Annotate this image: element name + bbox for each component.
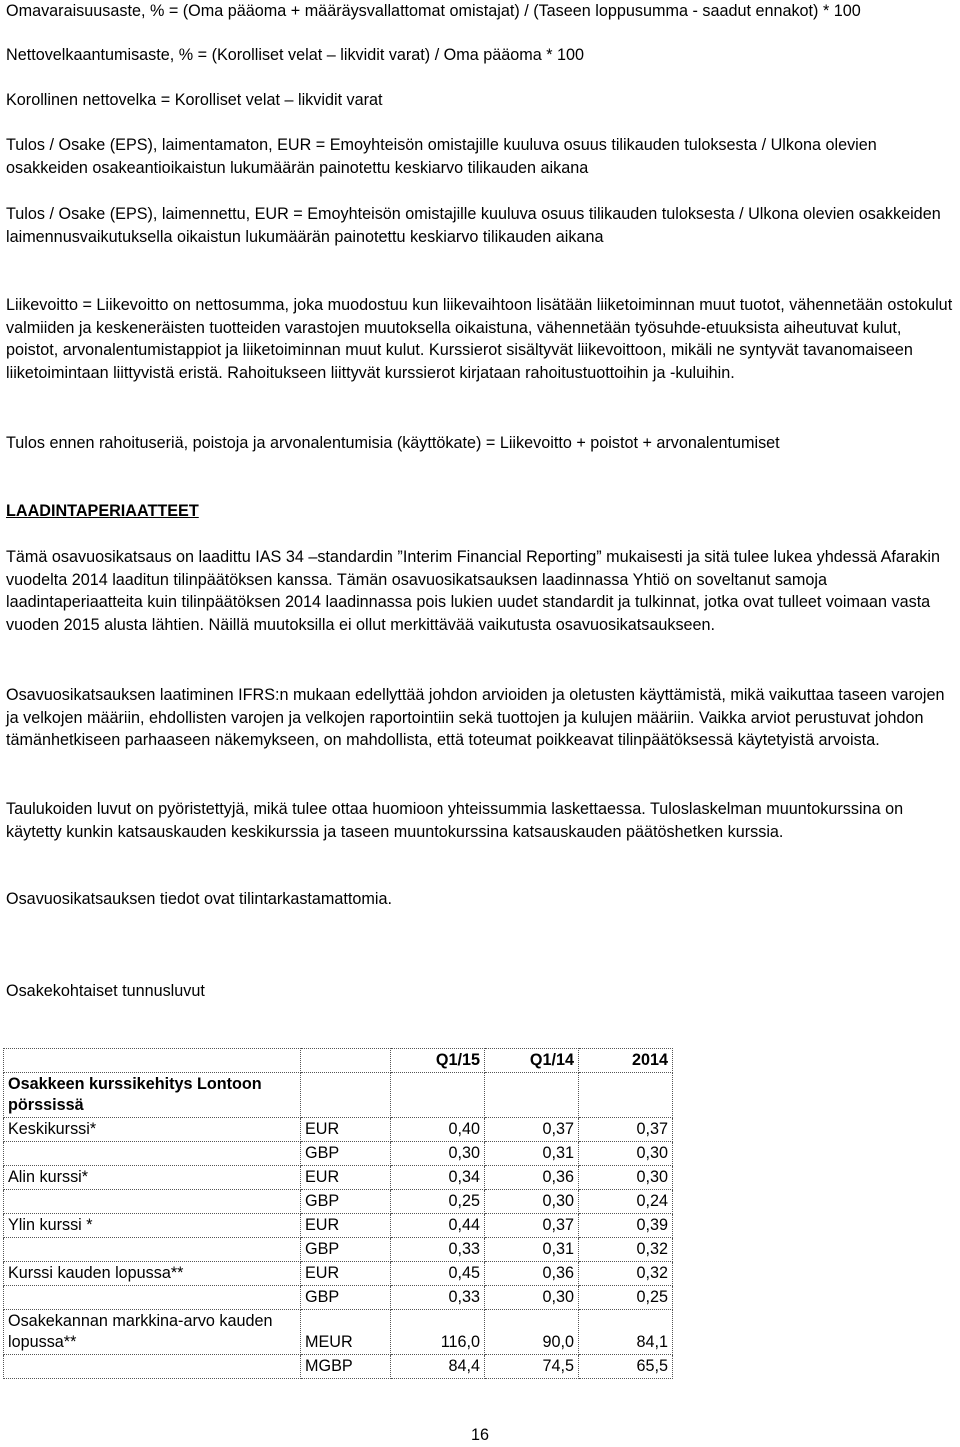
row-value: 0,33 [391,1286,485,1310]
row-currency: MEUR [301,1310,391,1355]
row-label [4,1286,301,1310]
row-value: 90,0 [485,1310,579,1355]
row-label: Osakekannan markkina-arvo kauden lopussa** [4,1310,301,1355]
row-value: 65,5 [579,1355,673,1379]
row-value: 0,31 [485,1238,579,1262]
table-row [4,1118,673,1142]
row-currency: EUR [301,1214,391,1238]
share-indicators-table [3,1048,673,1379]
table-row [4,1355,673,1379]
table-row [4,1190,673,1214]
definition-operating-profit: Liikevoitto = Liikevoitto on nettosumma, joka muodostuu kun liikevaihtoon lisätään liiketoiminnan muut tuotot, vähennetään ostokulut valmiiden ja keskeneräisten tuotteiden varastojen muutoksella oikaistuna, vähennetään työsuhde-etuuksista aiheutuvat kulut, poistot, arvonalentumistappiot ja liiketoiminnan muut kulut. Kurssierot sisältyvät liikevoittoon, mikäli ne syntyvät tavanomaiseen liiketoimintaan liittyvistä eristä. Rahoitukseen liittyvät kurssierot kirjataan rahoitustuottoihin ja -kuluihin. [6,296,953,382]
row-label [4,1355,301,1379]
page-number: 16 [470,1426,489,1444]
row-value: 84,1 [579,1310,673,1355]
principles-heading: LAADINTAPERIAATTEET [6,502,199,520]
row-value: 0,37 [485,1118,579,1142]
principles-paragraph-3: Taulukoiden luvut on pyöristettyjä, mikä tulee ottaa huomioon yhteissummia laskettaessa. Tuloslaskelman muuntokurssina on käytetty kunkin katsauskauden keskikurssia ja taseen muuntokurssina katsauskauden päätöshetken kurssia. [6,800,904,841]
row-value: 0,30 [485,1286,579,1310]
principles-paragraph-1: Tämä osavuosikatsaus on laadittu IAS 34 –standardin ”Interim Financial Reporting” mukaisesti ja sitä tulee lukea yhdessä Afarakin vuodelta 2014 laaditun tilinpäätöksen kanssa. Tämän osavuosikatsauksen laadinnassa Yhtiö on soveltanut samoja laadintaperiaatteita kuin tilinpäätöksen 2014 laadinnassa pois lukien uudet standardit ja tulkinnat, jotka ovat tulleet voimaan vasta vuoden 2015 alusta lähtien. Näillä muutoksilla ei ollut merkittävää vaikutusta osavuosikatsaukseen. [6,548,940,634]
row-label: Keskikurssi* [4,1118,301,1142]
row-value: 0,36 [485,1262,579,1286]
column-header: Q1/15 [391,1049,485,1073]
definition-equity-ratio: Omavaraisuusaste, % = (Oma pääoma + määräysvallattomat omistajat) / (Taseen loppusumma - saadut ennakot) * 100 [6,2,861,20]
table-row [4,1142,673,1166]
definition-net-debt: Korollinen nettovelka = Korolliset velat – likvidit varat [6,91,383,109]
definition-eps-diluted: Tulos / Osake (EPS), laimennettu, EUR = Emoyhteisön omistajille kuuluva osuus tilikauden tuloksesta / Ulkona olevien osakkeiden laimennusvaikutuksella oikaistun lukumäärän painotettu keskiarvo tilikauden aikana [6,205,941,246]
row-value: 0,32 [579,1262,673,1286]
row-value: 0,34 [391,1166,485,1190]
row-value: 0,30 [391,1142,485,1166]
row-value: 0,25 [391,1190,485,1214]
row-currency: MGBP [301,1355,391,1379]
section-title: Osakkeen kurssikehitys Lontoon pörssissä [4,1073,301,1118]
row-value: 0,33 [391,1238,485,1262]
column-header: Q1/14 [485,1049,579,1073]
column-header: 2014 [579,1049,673,1073]
row-value: 0,31 [485,1142,579,1166]
row-currency: GBP [301,1238,391,1262]
row-value: 116,0 [391,1310,485,1355]
table-row [4,1214,673,1238]
row-value: 0,30 [579,1166,673,1190]
row-label [4,1142,301,1166]
row-label: Alin kurssi* [4,1166,301,1190]
row-currency: EUR [301,1262,391,1286]
row-value: 0,45 [391,1262,485,1286]
principles-paragraph-2: Osavuosikatsauksen laatiminen IFRS:n mukaan edellyttää johdon arvioiden ja oletusten käyttämistä, mikä vaikuttaa taseen varojen ja velkojen määriin, ehdollisten varojen ja velkojen raportointiin sekä tuottojen ja kulujen määriin. Vaikka arviot perustuvat johdon tämänhetkiseen parhaaseen näkemykseen, on mahdollista, että toteumat poikkeavat tilinpäätöksessä käytetyistä arvoista. [6,686,945,749]
row-value: 0,24 [579,1190,673,1214]
row-value: 74,5 [485,1355,579,1379]
row-value: 0,36 [485,1166,579,1190]
row-currency: GBP [301,1190,391,1214]
share-table-title: Osakekohtaiset tunnusluvut [6,982,205,1000]
row-label: Ylin kurssi * [4,1214,301,1238]
row-currency: EUR [301,1118,391,1142]
row-value: 0,44 [391,1214,485,1238]
row-value: 0,37 [485,1214,579,1238]
share-rows [4,1118,673,1379]
table-row [4,1286,673,1310]
row-value: 0,40 [391,1118,485,1142]
row-value: 0,30 [485,1190,579,1214]
definition-eps-basic: Tulos / Osake (EPS), laimentamaton, EUR = Emoyhteisön omistajille kuuluva osuus tilikauden tuloksesta / Ulkona olevien osakkeiden osakeantioikaistun lukumäärän painotettu keskiarvo tilikauden aikana [6,136,877,177]
table-header-row [4,1049,673,1073]
table-row [4,1310,673,1355]
table-row [4,1166,673,1190]
table-row [4,1238,673,1262]
row-value: 0,37 [579,1118,673,1142]
section-title-row [4,1073,673,1118]
definition-ebitda: Tulos ennen rahoituseriä, poistoja ja arvonalentumisia (käyttökate) = Liikevoitto + poistot + arvonalentumiset [6,434,780,452]
row-value: 0,25 [579,1286,673,1310]
row-value: 0,32 [579,1238,673,1262]
row-value: 84,4 [391,1355,485,1379]
row-currency: EUR [301,1166,391,1190]
row-label [4,1190,301,1214]
row-label [4,1238,301,1262]
definition-gearing: Nettovelkaantumisaste, % = (Korolliset velat – likvidit varat) / Oma pääoma * 100 [6,46,585,64]
row-value: 0,30 [579,1142,673,1166]
table-row [4,1262,673,1286]
row-value: 0,39 [579,1214,673,1238]
row-currency: GBP [301,1286,391,1310]
row-currency: GBP [301,1142,391,1166]
row-label: Kurssi kauden lopussa** [4,1262,301,1286]
principles-paragraph-4: Osavuosikatsauksen tiedot ovat tilintarkastamattomia. [6,890,392,908]
